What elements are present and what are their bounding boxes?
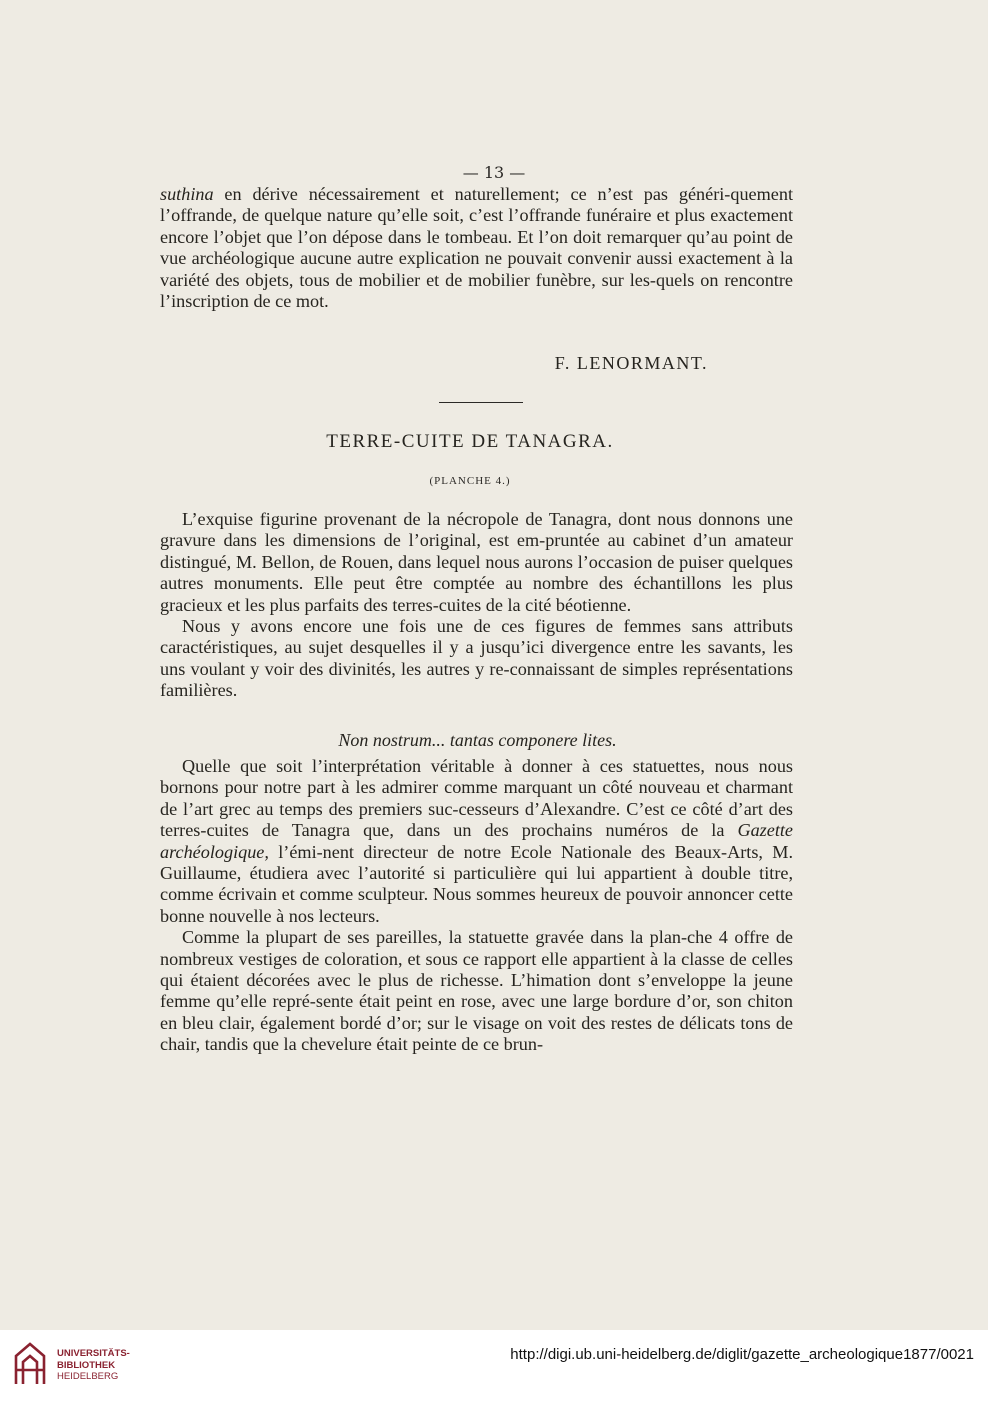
top-paragraph — [160, 184, 793, 312]
author-signature: F. LENORMANT. — [554, 353, 708, 373]
italic-word: suthina — [160, 184, 214, 204]
paragraph-3 — [160, 756, 793, 927]
library-logo-icon — [12, 1340, 48, 1388]
institution-name — [57, 1348, 130, 1383]
paragraphs-block-2 — [160, 756, 793, 1056]
top-paragraph-text: en dérive nécessairement et naturellement; ce n’est pas généri-quement l’offrande, de quelque nature qu’elle soit, c’est l’offrande funéraire et plus exactement encore l’objet que l’on dépose dans le tombeau. Et l’on doit remarquer qu’au point de vue archéologique aucune autre explication ne pouvait convenir aussi exactement à la variété des objets, tous de mobilier et de mobilier funèbre, sur les-quels on rencontre l’inscription de ce mot. — [160, 184, 793, 312]
journal-title: Gazette archéologique, — [160, 820, 793, 862]
footer-bar — [0, 1330, 988, 1404]
article-subtitle: (PLANCHE 4.) — [429, 475, 511, 487]
source-url-link[interactable]: http://digi.ub.uni-heidelberg.de/diglit/gazette_archeologique1877/0021 — [510, 1346, 974, 1363]
paragraphs-block-1 — [160, 509, 793, 702]
paragraph-4: Comme la plupart de ses pareilles, la statuette gravée dans la plan-che 4 offre de nombreux vestiges de coloration, et sous ce rapport elle appartient à la classe de celles qui étaient décorées avec le plus de richesse. L’himation dont s’enveloppe la jeune femme qu’elle repré-sente était peint en rose, avec une large bordure d’or, son chiton en bleu clair, également bordé d’or; sur le visage on voit des restes de délicats tons de chair, tandis que la chevelure était peinte de ce brun- — [160, 927, 793, 1055]
top-paragraph-block — [160, 184, 793, 312]
paragraph-2: Nous y avons encore une fois une de ces figures de femmes sans attributs caractéristiques, au sujet desquelles il y a jusqu’ici divergence entre les savants, les uns voulant y voir des divinités, les autres y re-connaissant de simples représentations familières. — [160, 616, 793, 701]
paragraph-3-after: l’émi-nent directeur de notre Ecole Nationale des Beaux-Arts, M. Guillaume, étudiera avec l’autorité si particulière qui lui appartient à double titre, comme écrivain et comme sculpteur. Nous sommes heureux de pouvoir annoncer cette bonne nouvelle à nos lecteurs. — [160, 841, 793, 926]
latin-quote: Non nostrum... tantas componere lites. — [338, 730, 617, 750]
paragraph-1: L’exquise figurine provenant de la nécropole de Tanagra, dont nous donnons une gravure dans les dimensions de l’original, est em-pruntée au cabinet d’un amateur distingué, M. Bellon, de Rouen, dans lequel nous aurons l’occasion de puiser quelques autres monuments. Elle peut être comptée au nombre des échantillons les plus gracieux et les plus parfaits des terres-cuites de la cité béotienne. — [160, 509, 793, 615]
institution-line-2: BIBLIOTHEK — [57, 1359, 116, 1371]
institution-line-3: HEIDELBERG — [57, 1371, 119, 1382]
page-number: — 13 — — [462, 163, 526, 182]
paragraph-3-before: Quelle que soit l’interprétation véritable à donner à ces statuettes, nous nous bornons pour notre part à les admirer comme marquant un côté nouveau et charmant de l’art grec au temps des premiers suc-cesseurs d’Alexandre. C’est ce côté d’art des terres-cuites de Tanagra que, dans un des prochains numéros de la — [160, 756, 793, 841]
article-title: TERRE-CUITE DE TANAGRA. — [326, 431, 614, 452]
institution-line-1: UNIVERSITÄTS- — [57, 1348, 130, 1359]
section-divider — [439, 402, 523, 403]
